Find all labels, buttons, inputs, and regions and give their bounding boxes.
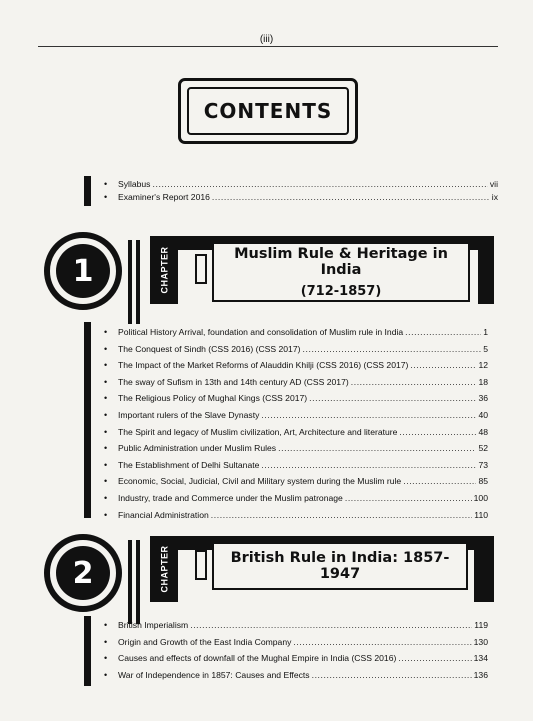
list-item[interactable] xyxy=(104,410,488,427)
leader-dots xyxy=(190,620,472,630)
item-page: vii xyxy=(489,179,498,189)
list-item[interactable] xyxy=(104,192,498,205)
bullet-icon: • xyxy=(104,443,108,454)
list-item[interactable] xyxy=(104,393,488,410)
list-item[interactable] xyxy=(104,460,488,477)
item-title: Syllabus xyxy=(118,179,151,189)
leader-dots xyxy=(309,393,476,403)
contents-heading-frame xyxy=(178,78,358,144)
list-item[interactable] xyxy=(104,476,488,493)
item-title: War of Independence in 1857: Causes and Effects xyxy=(118,669,310,680)
list-item[interactable] xyxy=(104,443,488,460)
leader-dots xyxy=(405,327,481,337)
leader-dots xyxy=(398,653,471,663)
chapter-2-list-bar xyxy=(84,616,91,686)
leader-dots xyxy=(261,460,476,470)
chapter-2-number: 2 xyxy=(56,546,110,600)
item-page: ix xyxy=(491,192,498,202)
leader-dots xyxy=(312,670,472,680)
page-number: (iii) xyxy=(259,34,274,45)
chapter-2-tab xyxy=(150,536,178,602)
bullet-icon: • xyxy=(104,620,108,630)
item-title: The Spirit and legacy of Muslim civilization, Art, Architecture and literature xyxy=(118,426,398,437)
list-item[interactable] xyxy=(104,670,488,687)
bullet-icon: • xyxy=(104,509,108,520)
bullet-icon: • xyxy=(104,636,108,647)
leader-dots xyxy=(351,377,477,387)
header-rule xyxy=(38,46,498,47)
bullet-icon: • xyxy=(104,360,108,371)
leader-dots xyxy=(212,192,490,202)
item-title: Origin and Growth of the East India Company xyxy=(118,636,292,647)
chapter-1-band-side xyxy=(478,236,494,304)
leader-dots xyxy=(410,360,476,370)
item-page: 5 xyxy=(483,343,488,354)
list-item[interactable] xyxy=(104,510,488,527)
chapter-2-rule-left xyxy=(128,540,132,624)
chapter-2-badge xyxy=(44,534,122,612)
chapter-1-badge xyxy=(44,232,122,310)
item-page: 1 xyxy=(483,327,488,337)
chapter-1-title: Muslim Rule & Heritage in India xyxy=(234,245,448,278)
item-title: Examiner's Report 2016 xyxy=(118,192,210,202)
item-title: The Establishment of Delhi Sultanate xyxy=(118,459,260,470)
chapter-1-tab xyxy=(150,236,178,304)
bullet-icon: • xyxy=(104,393,108,404)
item-page: 52 xyxy=(478,443,488,454)
item-title: The Impact of the Market Reforms of Alauddin Khilji (CSS 2016) (CSS 2017) xyxy=(118,360,409,371)
item-page: 40 xyxy=(478,409,488,420)
leader-dots xyxy=(211,510,473,520)
front-matter-list xyxy=(104,179,498,205)
list-item[interactable] xyxy=(104,620,488,637)
item-page: 48 xyxy=(478,426,488,437)
leader-dots xyxy=(293,637,471,647)
chapter-1-rule-right xyxy=(136,240,140,324)
list-item[interactable] xyxy=(104,179,498,192)
bullet-icon: • xyxy=(104,192,108,202)
chapter-2-tab-label: CHAPTER xyxy=(159,545,170,593)
list-item[interactable] xyxy=(104,360,488,377)
front-matter-bar xyxy=(84,176,91,206)
list-item[interactable] xyxy=(104,637,488,654)
list-item[interactable] xyxy=(104,327,488,344)
item-page: 130 xyxy=(473,636,488,647)
item-title: The sway of Sufism in 13th and 14th century AD (CSS 2017) xyxy=(118,376,349,387)
item-page: 12 xyxy=(478,360,488,371)
bullet-icon: • xyxy=(104,376,108,387)
chapter-2-band-side xyxy=(474,536,494,602)
item-title: Important rulers of the Slave Dynasty xyxy=(118,409,260,420)
bullet-icon: • xyxy=(104,409,108,420)
bullet-icon: • xyxy=(104,653,108,664)
contents-heading: CONTENTS xyxy=(187,87,349,135)
item-page: 18 xyxy=(478,376,488,387)
item-title: Financial Administration xyxy=(118,509,209,520)
item-page: 110 xyxy=(474,509,488,520)
list-item[interactable] xyxy=(104,493,488,510)
list-item[interactable] xyxy=(104,653,488,670)
bullet-icon: • xyxy=(104,492,108,503)
item-title: The Conquest of Sindh (CSS 2016) (CSS 2017) xyxy=(118,343,301,354)
bullet-icon: • xyxy=(104,343,108,354)
item-title: Economic, Social, Judicial, Civil and Military system during the Muslim rule xyxy=(118,476,402,487)
item-title: Political History Arrival, foundation and consolidation of Muslim rule in India xyxy=(118,327,404,337)
list-item[interactable] xyxy=(104,344,488,361)
item-title: British Imperialism xyxy=(118,620,189,630)
item-page: 100 xyxy=(473,492,488,503)
item-page: 119 xyxy=(474,620,488,630)
bullet-icon: • xyxy=(104,459,108,470)
chapter-1-title-box xyxy=(212,242,470,302)
chapter-1-subtitle: (712-1857) xyxy=(300,283,382,299)
chapter-1-tab-label: CHAPTER xyxy=(159,246,170,294)
bullet-icon: • xyxy=(104,327,108,337)
leader-dots xyxy=(152,179,487,189)
list-item[interactable] xyxy=(104,377,488,394)
chapter-2-list xyxy=(104,620,488,686)
item-page: 36 xyxy=(478,393,488,404)
item-title: Industry, trade and Commerce under the Muslim patronage xyxy=(118,492,343,503)
leader-dots xyxy=(302,344,481,354)
chapter-1-list xyxy=(104,327,488,526)
chapter-2-rule-right xyxy=(136,540,140,624)
leader-dots xyxy=(278,443,476,453)
bullet-icon: • xyxy=(104,476,108,487)
item-page: 73 xyxy=(478,459,488,470)
bullet-icon: • xyxy=(104,669,108,680)
leader-dots xyxy=(261,410,476,420)
leader-dots xyxy=(403,476,476,486)
chapter-1-rule-left xyxy=(128,240,132,324)
item-page: 136 xyxy=(473,669,488,680)
chapter-1-number: 1 xyxy=(56,244,110,298)
item-page: 85 xyxy=(478,476,488,487)
item-title: The Religious Policy of Mughal Kings (CSS 2017) xyxy=(118,393,308,404)
bullet-icon: • xyxy=(104,179,108,189)
chapter-2-title-box xyxy=(212,542,468,590)
chapter-1-list-bar xyxy=(84,322,91,518)
item-page: 134 xyxy=(473,653,488,664)
item-title: Public Administration under Muslim Rules xyxy=(118,443,277,454)
chapter-2-marker xyxy=(195,550,207,580)
chapter-2-title: British Rule in India: 1857-1947 xyxy=(230,550,450,582)
item-title: Causes and effects of downfall of the Mughal Empire in India (CSS 2016) xyxy=(118,653,397,664)
chapter-1-marker xyxy=(195,254,207,284)
leader-dots xyxy=(345,493,472,503)
leader-dots xyxy=(399,427,476,437)
bullet-icon: • xyxy=(104,426,108,437)
list-item[interactable] xyxy=(104,427,488,444)
